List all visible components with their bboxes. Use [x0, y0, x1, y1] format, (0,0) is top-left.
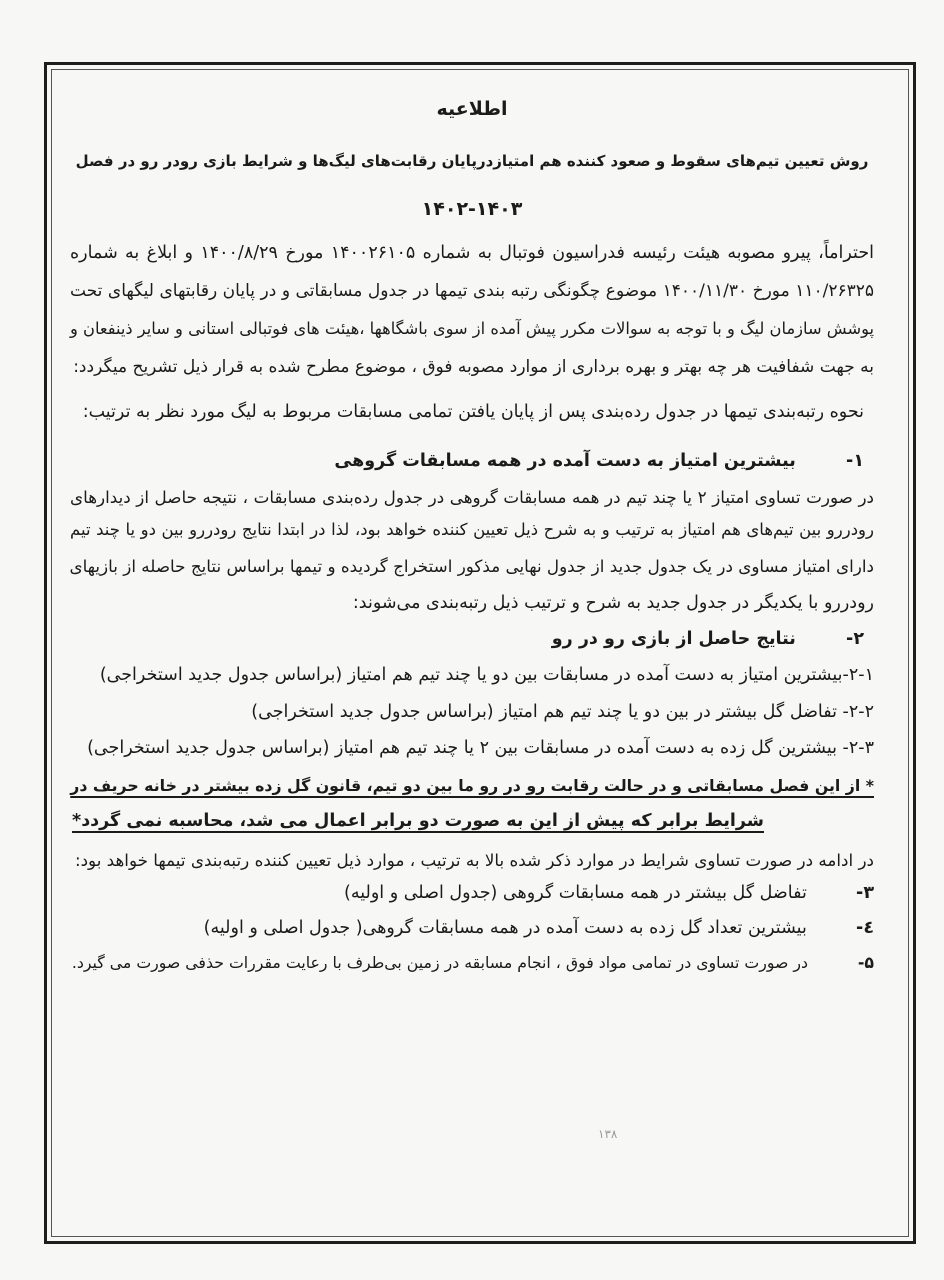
notice-title: روش تعیین تیم‌های سقوط و صعود کننده هم امتیازدرپایان رقابت‌های لیگ‌ها و شرایط بازی رودر رو در فصل [75, 152, 869, 170]
highlight-note-line-1: * از این فصل مسابقاتی و در حالت رقابت رو در رو ما بین دو تیم، قانون گل زده بیشتر در خانه حریف در [70, 776, 874, 795]
intro-line-4: به جهت شفافیت هر چه بهتر و بهره برداری از موارد مصوبه فوق ، موضوع مطرح شده به قرار ذیل تشریح میگردد: [73, 357, 874, 377]
list-item-3-text: تفاضل گل بیشتر در همه مسابقات گروهی (جدول اصلی و اولیه) [344, 883, 807, 903]
item-2-sub-3: ۲-۳- بیشترین گل زده به دست آمده در مسابقات بین ۲ یا چند تیم هم امتیاز (براساس جدول جدید استخراجی) [87, 738, 874, 758]
continuation-text: در ادامه در صورت تساوی شرایط در موارد ذکر شده بالا به ترتیب ، موارد ذیل تعیین کننده رتبه‌بندی تیمها خواهد بود: [74, 850, 874, 870]
list-item-5-number: ۵- [857, 953, 874, 972]
list-item-4 [70, 915, 874, 941]
item-1-body-line-1: در صورت تساوی امتیاز ۲ یا چند تیم در همه مسابقات گروهی در جدول رده‌بندی مسابقات ، نتیجه حاصل از دیدارهای [70, 487, 874, 507]
notice-heading: اطلاعیه [436, 98, 508, 120]
intro-line-1: احتراماً، پیرو مصوبه هیئت رئیسه فدراسیون فوتبال به شماره ۱۴۰۰۲۶۱۰۵ مورخ ۱۴۰۰/۸/۲۹ و ابلاغ به شماره [70, 243, 874, 263]
item-1-title: بیشترین امتیاز به دست آمده در همه مسابقات گروهی [334, 451, 796, 471]
list-item-4-text: بیشترین تعداد گل زده به دست آمده در همه مسابقات گروهی( جدول اصلی و اولیه) [203, 918, 807, 938]
ranking-intro: نحوه رتبه‌بندی تیمها در جدول رده‌بندی پس از پایان یافتن تمامی مسابقات مربوط به لیگ مورد نظر به ترتیب: [82, 402, 864, 422]
item-1-heading [70, 448, 864, 474]
list-item-5 [70, 950, 874, 976]
item-2-sub-2: ۲-۲- تفاضل گل بیشتر در بین دو یا چند تیم هم امتیاز (براساس جدول جدید استخراجی) [251, 702, 874, 722]
item-1-body-line-3: دارای امتیاز مساوی در یک جدول جدید از جدول نهایی مذکور استخراج گردیده و تیمها براساس نتایج حاصله از بازیهای [69, 556, 874, 576]
item-1-body-line-2: رودررو بین تیم‌های هم امتیاز به ترتیب و به شرح ذیل تعیین کننده خواهد بود، لذا در ابتدا نتایج رودررو بین دو یا چند تیم [70, 520, 874, 539]
list-item-5-text: در صورت تساوی در تمامی مواد فوق ، انجام مسابقه در زمین بی‌طرف با رعایت مقررات حذفی صورت می گیرد. [71, 953, 808, 972]
list-item-3 [70, 880, 874, 906]
item-2-sub-1: ۲-۱-بیشترین امتیاز به دست آمده در مسابقات بین دو یا چند تیم هم امتیاز (براساس جدول جدید استخراجی) [99, 665, 874, 685]
item-2-heading [70, 626, 864, 652]
intro-line-3: پوشش سازمان لیگ و با توجه به سوالات مکرر پیش آمده از سوی باشگاهها ،هیئت های فوتبالی استانی و سایر ذینفعان و [70, 319, 874, 338]
item-2-title: نتایج حاصل از بازی رو در رو [551, 629, 796, 649]
item-2-number: ۲- [846, 629, 864, 649]
highlight-note-line-2: شرایط برابر که پیش از این به صورت دو برابر اعمال می شد، محاسبه نمی گردد* [72, 811, 764, 831]
intro-line-2: ۱۱۰/۲۶۳۲۵ مورخ ۱۴۰۰/۱۱/۳۰ موضوع چگونگی رتبه بندی تیمها در جدول مسابقاتی و در پایان رقابتهای لیگهای تحت [70, 281, 874, 301]
notice-title-year: ۱۴۰۲-۱۴۰۳ [421, 198, 523, 220]
item-1-body-line-4: رودررو با یکدیگر در جدول جدید به شرح و ترتیب ذیل رتبه‌بندی می‌شوند: [352, 593, 874, 613]
item-1-number: ۱- [846, 451, 864, 471]
list-item-4-number: ٤- [856, 918, 874, 938]
list-item-3-number: ۳- [856, 883, 874, 903]
scan-mark: ۱۳۸ [598, 1127, 618, 1141]
